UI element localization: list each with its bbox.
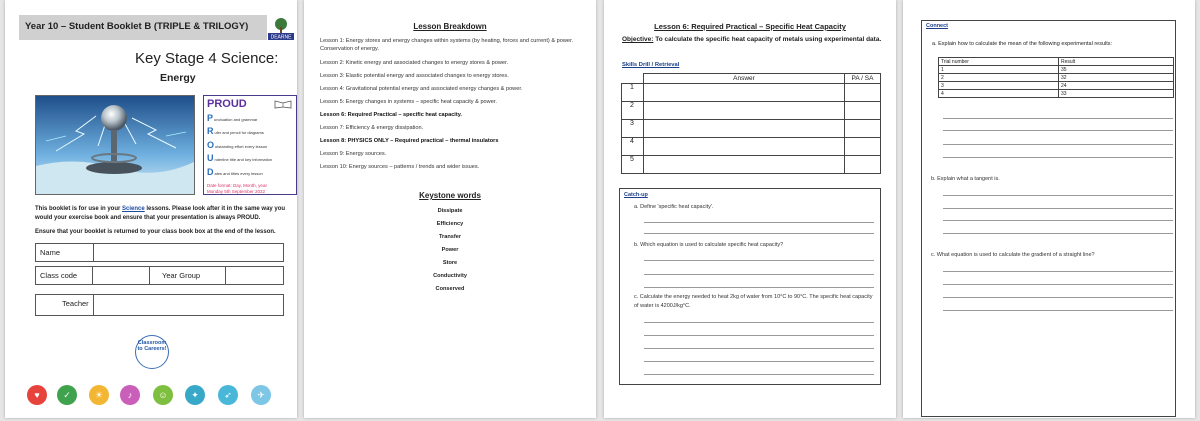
- name-field[interactable]: [94, 244, 283, 261]
- pasa-cell[interactable]: [845, 102, 881, 120]
- row-number: 4: [622, 138, 644, 156]
- keystone-heading: Keystone words: [419, 191, 481, 200]
- catchup-question-c: c. Calculate the energy needed to heat 2kg of water from 10°C to 90°C. The specific heat capacity of water is 4200J/kg°C.: [634, 294, 873, 309]
- science-link[interactable]: Science: [122, 206, 145, 212]
- lesson-item: Lesson 3: Elastic potential energy and associated changes to energy stores.: [320, 73, 509, 79]
- cell-trial: 3: [939, 82, 1059, 90]
- catch-up-box: [619, 188, 881, 385]
- teacher-row: [35, 294, 284, 316]
- pasa-cell[interactable]: [845, 120, 881, 138]
- results-table: [938, 57, 1174, 98]
- booklet-title: Year 10 – Student Booklet B (TRIPLE & TRILOGY): [19, 15, 267, 40]
- retrieval-table: [621, 73, 881, 174]
- lesson6-heading: Lesson 6: Required Practical – Specific Heat Capacity: [654, 22, 846, 31]
- intro-return-text: Ensure that your booklet is returned to your class book box at the end of the lesson.: [35, 229, 276, 236]
- proud-box: [203, 95, 297, 195]
- answer-line[interactable]: [644, 374, 874, 375]
- objective-text: To calculate the specific heat capacity of metals using experimental data.: [653, 36, 882, 43]
- tesla-coil-image: [36, 96, 194, 194]
- date-example-text: Monday 5th September 2022: [207, 189, 266, 195]
- answer-cell[interactable]: [644, 156, 845, 174]
- table-row: [939, 82, 1174, 90]
- lesson-item: Lesson 9: Energy sources.: [320, 151, 387, 157]
- answer-line[interactable]: [943, 195, 1173, 196]
- header-trial: Trial number: [939, 58, 1059, 66]
- answer-line[interactable]: [943, 157, 1173, 158]
- pasa-cell[interactable]: [845, 138, 881, 156]
- plane-badge-icon: ✈: [251, 385, 271, 405]
- proud-title: PROUD: [207, 98, 247, 110]
- date-format-text: Date format: Day, Month, year: [207, 183, 267, 189]
- thumb-badge-icon: ✓: [57, 385, 77, 405]
- proud-row-o: [207, 141, 293, 150]
- answer-line[interactable]: [943, 284, 1173, 285]
- lesson-breakdown-heading: Lesson Breakdown: [413, 22, 487, 31]
- row-number: 5: [622, 156, 644, 174]
- year-group-field[interactable]: [226, 267, 283, 284]
- lesson-item: Lesson 7: Efficiency & energy dissipation.: [320, 125, 424, 131]
- skills-drill-label: Skills Drill / Retrieval: [622, 62, 680, 68]
- answer-line[interactable]: [943, 130, 1173, 131]
- table-header-row: [939, 58, 1174, 66]
- proud-letter: R: [207, 126, 214, 137]
- answer-header: Answer: [644, 74, 845, 84]
- answer-line[interactable]: [943, 233, 1173, 234]
- heart-badge-icon: ♥: [27, 385, 47, 405]
- tree-icon: [267, 17, 295, 41]
- answer-line[interactable]: [943, 220, 1173, 221]
- answer-line[interactable]: [644, 335, 874, 336]
- row-number: 3: [622, 120, 644, 138]
- proud-row-d: [207, 168, 293, 177]
- row-number: 2: [622, 102, 644, 120]
- table-row: [939, 66, 1174, 74]
- row-number: 1: [622, 84, 644, 102]
- school-logo-text: DEARNE: [270, 34, 292, 41]
- keyword: Store: [442, 260, 458, 266]
- intro-after: lessons. Please look after it in the same way you would your exercise book and ensure that your presentation is always PROUD.: [35, 206, 286, 221]
- answer-line[interactable]: [943, 144, 1173, 145]
- cell-trial: 2: [939, 74, 1059, 82]
- answer-line[interactable]: [644, 287, 874, 288]
- subtitle: Energy: [160, 72, 196, 84]
- catch-up-label: Catch-up: [624, 192, 648, 198]
- page-connect: [903, 0, 1195, 418]
- book-icon: [274, 99, 292, 109]
- table-row: [939, 74, 1174, 82]
- connect-label: Connect: [926, 23, 948, 29]
- page-cover: [5, 0, 297, 418]
- answer-line[interactable]: [943, 297, 1173, 298]
- lesson-item: Lesson 1: Energy stores and energy changes within systems (by heating, forces and current) & power. Conservation of energy.: [320, 38, 574, 52]
- proud-letter: O: [207, 139, 215, 150]
- proud-row-r: [207, 127, 293, 136]
- answer-cell[interactable]: [644, 138, 845, 156]
- team-badge-icon: ✦: [185, 385, 205, 405]
- proud-text: nderline title and key information: [214, 157, 273, 163]
- answer-line[interactable]: [943, 208, 1173, 209]
- keyword: Conductivity: [433, 273, 467, 279]
- cover-image: [35, 95, 195, 195]
- proud-text: utstanding effort every lesson: [215, 143, 268, 149]
- name-label: Name: [36, 244, 94, 261]
- table-row: [622, 102, 881, 120]
- cell-result: 24: [1059, 82, 1174, 90]
- intro-before: This booklet is for use in your: [35, 206, 123, 212]
- teacher-label: Teacher: [36, 295, 94, 315]
- name-row: [35, 243, 284, 262]
- class-row: [35, 266, 284, 285]
- table-row: [622, 84, 881, 102]
- corner-cell: [622, 74, 644, 84]
- objective: [622, 36, 884, 45]
- sound-badge-icon: ♪: [120, 385, 140, 405]
- answer-line[interactable]: [644, 274, 874, 275]
- keyword: Conserved: [435, 286, 465, 292]
- pasa-header: PA / SA: [845, 74, 881, 84]
- classroom-to-careers-logo: Classroom to Careers!: [135, 335, 169, 369]
- table-row: [622, 156, 881, 174]
- header-result: Result: [1059, 58, 1174, 66]
- pasa-cell[interactable]: [845, 84, 881, 102]
- connect-question-a: a. Explain how to calculate the mean of the following experimental results:: [932, 41, 1113, 47]
- cell-result: 35: [1059, 66, 1174, 74]
- answer-line[interactable]: [943, 118, 1173, 119]
- table-row: [939, 90, 1174, 98]
- keyword: Power: [441, 247, 459, 253]
- answer-line[interactable]: [644, 348, 874, 349]
- proud-text: unctuation and grammar: [214, 117, 258, 122]
- proud-text: ates and titles every lesson: [214, 170, 263, 176]
- answer-cell[interactable]: [644, 84, 845, 102]
- answer-line[interactable]: [644, 322, 874, 323]
- intro-text: [35, 205, 295, 237]
- school-logo: [267, 17, 295, 41]
- keyword: Efficiency: [436, 221, 464, 227]
- lesson-item: Lesson 10: Energy sources – patterns / trends and wider issues.: [320, 164, 480, 170]
- answer-line[interactable]: [644, 260, 874, 261]
- answer-line[interactable]: [644, 233, 874, 234]
- rocket-badge-icon: ➶: [218, 385, 238, 405]
- proud-date-format: [207, 183, 293, 195]
- page-lesson-breakdown: [304, 0, 596, 418]
- cell-result: 33: [1059, 90, 1174, 98]
- answer-line[interactable]: [644, 222, 874, 223]
- main-title: Key Stage 4 Science:: [135, 50, 279, 67]
- year-group-label: Year Group: [150, 267, 226, 284]
- lesson-item: Lesson 4: Gravitational potential energy and associated energy changes & power.: [320, 86, 523, 92]
- proud-text: uler and pencil for diagrams: [214, 130, 264, 136]
- lesson-item: Lesson 2: Kinetic energy and associated changes to energy stores & power.: [320, 60, 509, 66]
- proud-row-u: [207, 154, 293, 163]
- proud-letter: U: [207, 153, 214, 164]
- connect-question-b: b. Explain what a tangent is.: [931, 176, 1000, 182]
- proud-letter: P: [207, 113, 214, 123]
- table-row: [622, 138, 881, 156]
- table-row: [622, 120, 881, 138]
- proud-row-p: [207, 114, 293, 123]
- page-required-practical: [604, 0, 896, 418]
- teacher-field[interactable]: [94, 295, 283, 315]
- answer-line[interactable]: [943, 271, 1173, 272]
- proud-letter: D: [207, 166, 214, 177]
- class-code-label: Class code: [36, 267, 93, 284]
- lesson-item: Lesson 8: PHYSICS ONLY – Required practical – thermal insulators: [320, 138, 499, 144]
- objective-label: Objective:: [622, 36, 654, 43]
- cell-trial: 1: [939, 66, 1059, 74]
- pasa-cell[interactable]: [845, 156, 881, 174]
- bulb-badge-icon: ☀: [89, 385, 109, 405]
- answer-cell[interactable]: [644, 120, 845, 138]
- catchup-question-b: b. Which equation is used to calculate specific heat capacity?: [634, 242, 784, 248]
- catchup-question-a: a. Define 'specific heat capacity'.: [634, 204, 714, 210]
- cell-trial: 4: [939, 90, 1059, 98]
- lesson-item: Lesson 5: Energy changes in systems – specific heat capacity & power.: [320, 99, 497, 105]
- answer-cell[interactable]: [644, 102, 845, 120]
- class-code-field[interactable]: [93, 267, 150, 284]
- people-badge-icon: ☺: [153, 385, 173, 405]
- cell-result: 32: [1059, 74, 1174, 82]
- answer-line[interactable]: [943, 310, 1173, 311]
- keyword: Transfer: [438, 234, 462, 240]
- connect-question-c: c. What equation is used to calculate the gradient of a straight line?: [931, 252, 1095, 258]
- answer-line[interactable]: [644, 361, 874, 362]
- keyword: Dissipate: [437, 208, 463, 214]
- lesson-item: Lesson 6: Required Practical – specific heat capacity.: [320, 112, 462, 118]
